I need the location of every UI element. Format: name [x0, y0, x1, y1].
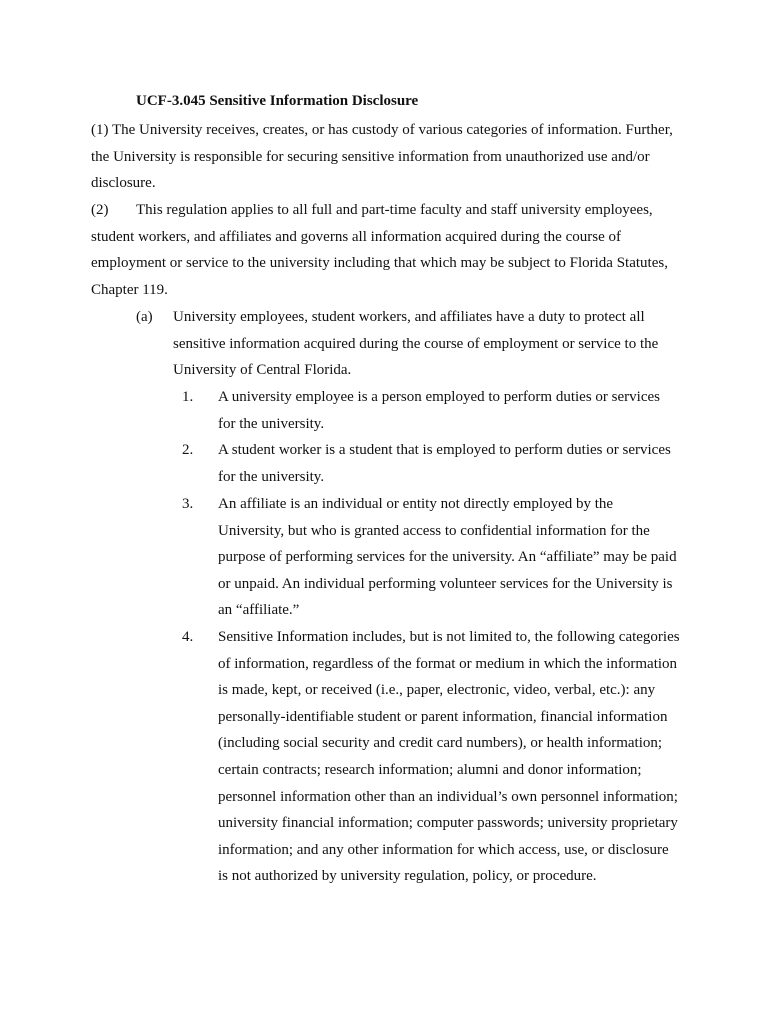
- list-item-text: An affiliate is an individual or entity not directly employed by the University, but who is granted access to confidential information for the purpose of performing services for the university. An “affiliate” may be paid or unpaid. An individual performing volunteer services for the University is an “affiliate.”: [218, 496, 677, 619]
- document-title: UCF-3.045 Sensitive Information Disclosure: [136, 93, 419, 109]
- subsection-a-text: University employees, student workers, and affiliates have a duty to protect all sensitive information acquired during the course of employment or service to the University of Central Florida.: [173, 309, 659, 379]
- list-item-number: 3.: [182, 496, 194, 512]
- subsection-a-marker: (a): [136, 309, 153, 325]
- paragraph-1: (1) The University receives, creates, or has custody of various categories of information. Further, the University is responsible for securing sensitive information from unauthorized use and/or disclosure.: [91, 122, 673, 192]
- list-item-number: 1.: [182, 389, 194, 405]
- list-item-text: A student worker is a student that is employed to perform duties or services for the university.: [218, 442, 671, 485]
- paragraph-2-text: This regulation applies to all full and part-time faculty and staff university employees, student workers, and affiliates and governs all information acquired during the course of employment or service to the university including that which may be subject to Florida Statutes, Chapter 119.: [91, 202, 668, 298]
- paragraph-2-marker: (2): [91, 202, 109, 218]
- list-item-text: A university employee is a person employed to perform duties or services for the university.: [218, 389, 660, 432]
- list-item-text: Sensitive Information includes, but is not limited to, the following categories of information, regardless of the format or medium in which the information is made, kept, or received (i.e., paper, electronic, video, verbal, etc.): any personally-identifiable student or parent information, financial information (including social security and credit card numbers), or health information; certain contracts; research information; alumni and donor information; personnel information other than an individual’s own personnel information; university financial information; computer passwords; university proprietary information; and any other information for which access, use, or disclosure is not authorized by university regulation, policy, or procedure.: [218, 629, 680, 885]
- paragraph-2: [91, 197, 691, 303]
- list-item-number: 2.: [182, 442, 194, 458]
- list-item-number: 4.: [182, 629, 194, 645]
